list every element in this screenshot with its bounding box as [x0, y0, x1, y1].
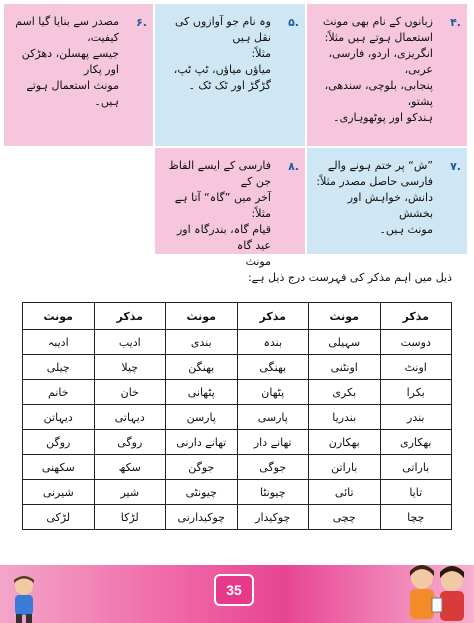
table-cell: پٹھان — [237, 380, 309, 405]
rule-box-7 — [307, 148, 467, 254]
table-cell: چوکیدار — [237, 505, 309, 530]
table-cell: تھانے دارنی — [166, 430, 238, 455]
table-cell: لڑکی — [23, 505, 95, 530]
rule-box-5 — [155, 4, 305, 146]
table-cell: سہیلی — [309, 330, 381, 355]
table-cell: چچا — [380, 505, 452, 530]
table-row — [23, 330, 452, 355]
table-cell: خان — [94, 380, 166, 405]
table-row — [23, 505, 452, 530]
rule-number: ۸. — [288, 160, 299, 173]
table-cell: بندی — [166, 330, 238, 355]
table-cell: پٹھانی — [166, 380, 238, 405]
rule-number: ۶. — [136, 16, 147, 29]
table-cell: چیونٹی — [166, 480, 238, 505]
table-cell: روگی — [94, 430, 166, 455]
table-cell: اونٹ — [380, 355, 452, 380]
table-cell: بندر — [380, 405, 452, 430]
table-cell: پارسن — [166, 405, 238, 430]
table-cell: بھکارن — [309, 430, 381, 455]
table-row — [23, 405, 452, 430]
table-cell: شیرنی — [23, 480, 95, 505]
table-cell: بھنگی — [237, 355, 309, 380]
table-row — [23, 380, 452, 405]
table-cell: باراتی — [380, 455, 452, 480]
table-cell: شیر — [94, 480, 166, 505]
rule-number: ۴. — [450, 16, 461, 29]
table-cell: ادیب — [94, 330, 166, 355]
table-row — [23, 355, 452, 380]
table-cell: سکھ — [94, 455, 166, 480]
table-row — [23, 480, 452, 505]
table-cell: بھکاری — [380, 430, 452, 455]
table-cell: تھانے دار — [237, 430, 309, 455]
table-cell: بکرا — [380, 380, 452, 405]
rule-number: ۵. — [288, 16, 299, 29]
table-cell: چیلی — [23, 355, 95, 380]
table-cell: تائی — [309, 480, 381, 505]
gender-table — [22, 302, 452, 530]
table-cell: جوگی — [237, 455, 309, 480]
table-intro: ذیل میں اہم مذکر کی فہرست درج ذیل ہے: — [247, 271, 452, 284]
table-cell: بندہ — [237, 330, 309, 355]
table-cell: بکری — [309, 380, 381, 405]
children-illustration-right — [398, 562, 474, 623]
table-cell: چوکیدارنی — [166, 505, 238, 530]
table-cell: جوگن — [166, 455, 238, 480]
table-cell: روگن — [23, 430, 95, 455]
table-cell: اونٹنی — [309, 355, 381, 380]
table-cell: تایا — [380, 480, 452, 505]
page-number: 35 — [214, 574, 254, 606]
table-cell: دوست — [380, 330, 452, 355]
table-cell: دیہاتی — [94, 405, 166, 430]
rule-text: وہ نام جو آوازوں کی نقل ہیں مثلاً: میاؤں میاؤں، ٹپ ٹپ، گڑگڑ اور ٹک ٹک ۔ — [173, 15, 271, 92]
rule-box-4 — [307, 4, 467, 146]
table-cell: بندریا — [309, 405, 381, 430]
column-header: مونث — [23, 303, 95, 330]
rule-number: ۷. — [450, 160, 461, 173]
table-cell: لڑکا — [94, 505, 166, 530]
column-header: مذکر — [380, 303, 452, 330]
table-cell: پارسی — [237, 405, 309, 430]
rule-box-6 — [4, 4, 153, 146]
rule-text: فارسی کے ایسے الفاظ جن کے آخر میں ”گاہ“ آتا ہے مثلاً: قیام گاہ، بندرگاہ اور عید گاہ مونث — [168, 159, 271, 268]
table-row — [23, 430, 452, 455]
table-cell: بھنگن — [166, 355, 238, 380]
rule-text: زبانوں کے نام بھی مونث استعمال ہوتے ہیں مثلاً: انگریزی، اردو، فارسی، عربی، پنجابی، بلوچی، سندھی، پشتو، ہندکو اور پوٹھوہاری۔ — [322, 15, 433, 124]
column-header: مذکر — [237, 303, 309, 330]
table-cell: چچی — [309, 505, 381, 530]
column-header: مونث — [166, 303, 238, 330]
rule-text: مصدر سے بنایا گیا اسم کیفیت، جیسے پھسلن، دھڑکن اور پکار مونث استعمال ہوتے ہیں۔ — [15, 15, 119, 108]
table-row — [23, 455, 452, 480]
table-cell: ادیبہ — [23, 330, 95, 355]
rule-text: ”ش“ پر ختم ہونے والے فارسی حاصل مصدر مثلاً: دانش، خواہش اور بخشش مونث ہیں۔ — [316, 159, 433, 236]
table-cell: چیلا — [94, 355, 166, 380]
table-cell: باراتن — [309, 455, 381, 480]
table-cell: سکھنی — [23, 455, 95, 480]
table-cell: خانم — [23, 380, 95, 405]
table-header-row — [23, 303, 452, 330]
table-cell: دیہاتن — [23, 405, 95, 430]
child-illustration-left — [4, 574, 42, 623]
table-cell: چیونٹا — [237, 480, 309, 505]
column-header: مونث — [309, 303, 381, 330]
rule-box-8 — [155, 148, 305, 268]
column-header: مذکر — [94, 303, 166, 330]
